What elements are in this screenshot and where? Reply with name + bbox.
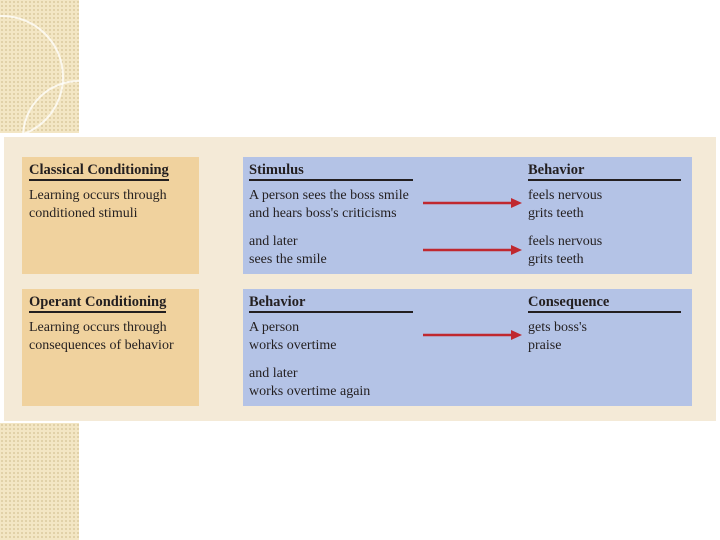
consequence-row-1-line-2: praise (528, 338, 562, 353)
classical-arrow-1 (423, 197, 523, 209)
operant-process-box (243, 289, 692, 406)
operant-description-line-1: Learning occurs through (29, 320, 167, 335)
operant-behavior-header: Behavior (249, 294, 413, 313)
stimulus-row-2-line-1: and later (249, 234, 298, 249)
classical-arrow-2 (423, 244, 523, 256)
stimulus-row-2-line-2: sees the smile (249, 252, 327, 267)
operant-behavior-row-1-line-1: A person (249, 320, 300, 335)
behavior-row-2-line-2: grits teeth (528, 252, 584, 267)
operant-conditioning-box (22, 289, 199, 406)
classical-conditioning-box (22, 157, 199, 274)
decorative-pattern-bottom (0, 423, 79, 540)
operant-description-line-2: consequences of behavior (29, 338, 174, 353)
stimulus-row-1-line-1: A person sees the boss smile (249, 188, 409, 203)
operant-arrow-1 (423, 329, 523, 341)
classical-description-line-2: conditioned stimuli (29, 206, 138, 221)
classical-conditioning-title: Classical Conditioning (29, 162, 169, 181)
operant-behavior-row-2-line-1: and later (249, 366, 298, 381)
behavior-row-1-line-1: feels nervous (528, 188, 603, 203)
behavior-row-2-line-1: feels nervous (528, 234, 603, 249)
decorative-pattern-top (0, 0, 79, 133)
operant-conditioning-title: Operant Conditioning (29, 294, 166, 313)
behavior-header: Behavior (528, 162, 681, 181)
conditioning-diagram (4, 137, 716, 421)
classical-description-line-1: Learning occurs through (29, 188, 167, 203)
classical-process-box (243, 157, 692, 274)
stimulus-row-1-line-2: and hears boss's criticisms (249, 206, 397, 221)
consequence-header: Consequence (528, 294, 681, 313)
consequence-row-1-line-1: gets boss's (528, 320, 587, 335)
operant-behavior-row-2-line-2: works overtime again (249, 384, 371, 399)
stimulus-header: Stimulus (249, 162, 413, 181)
operant-behavior-row-1-line-2: works overtime (249, 338, 337, 353)
behavior-row-1-line-2: grits teeth (528, 206, 584, 221)
